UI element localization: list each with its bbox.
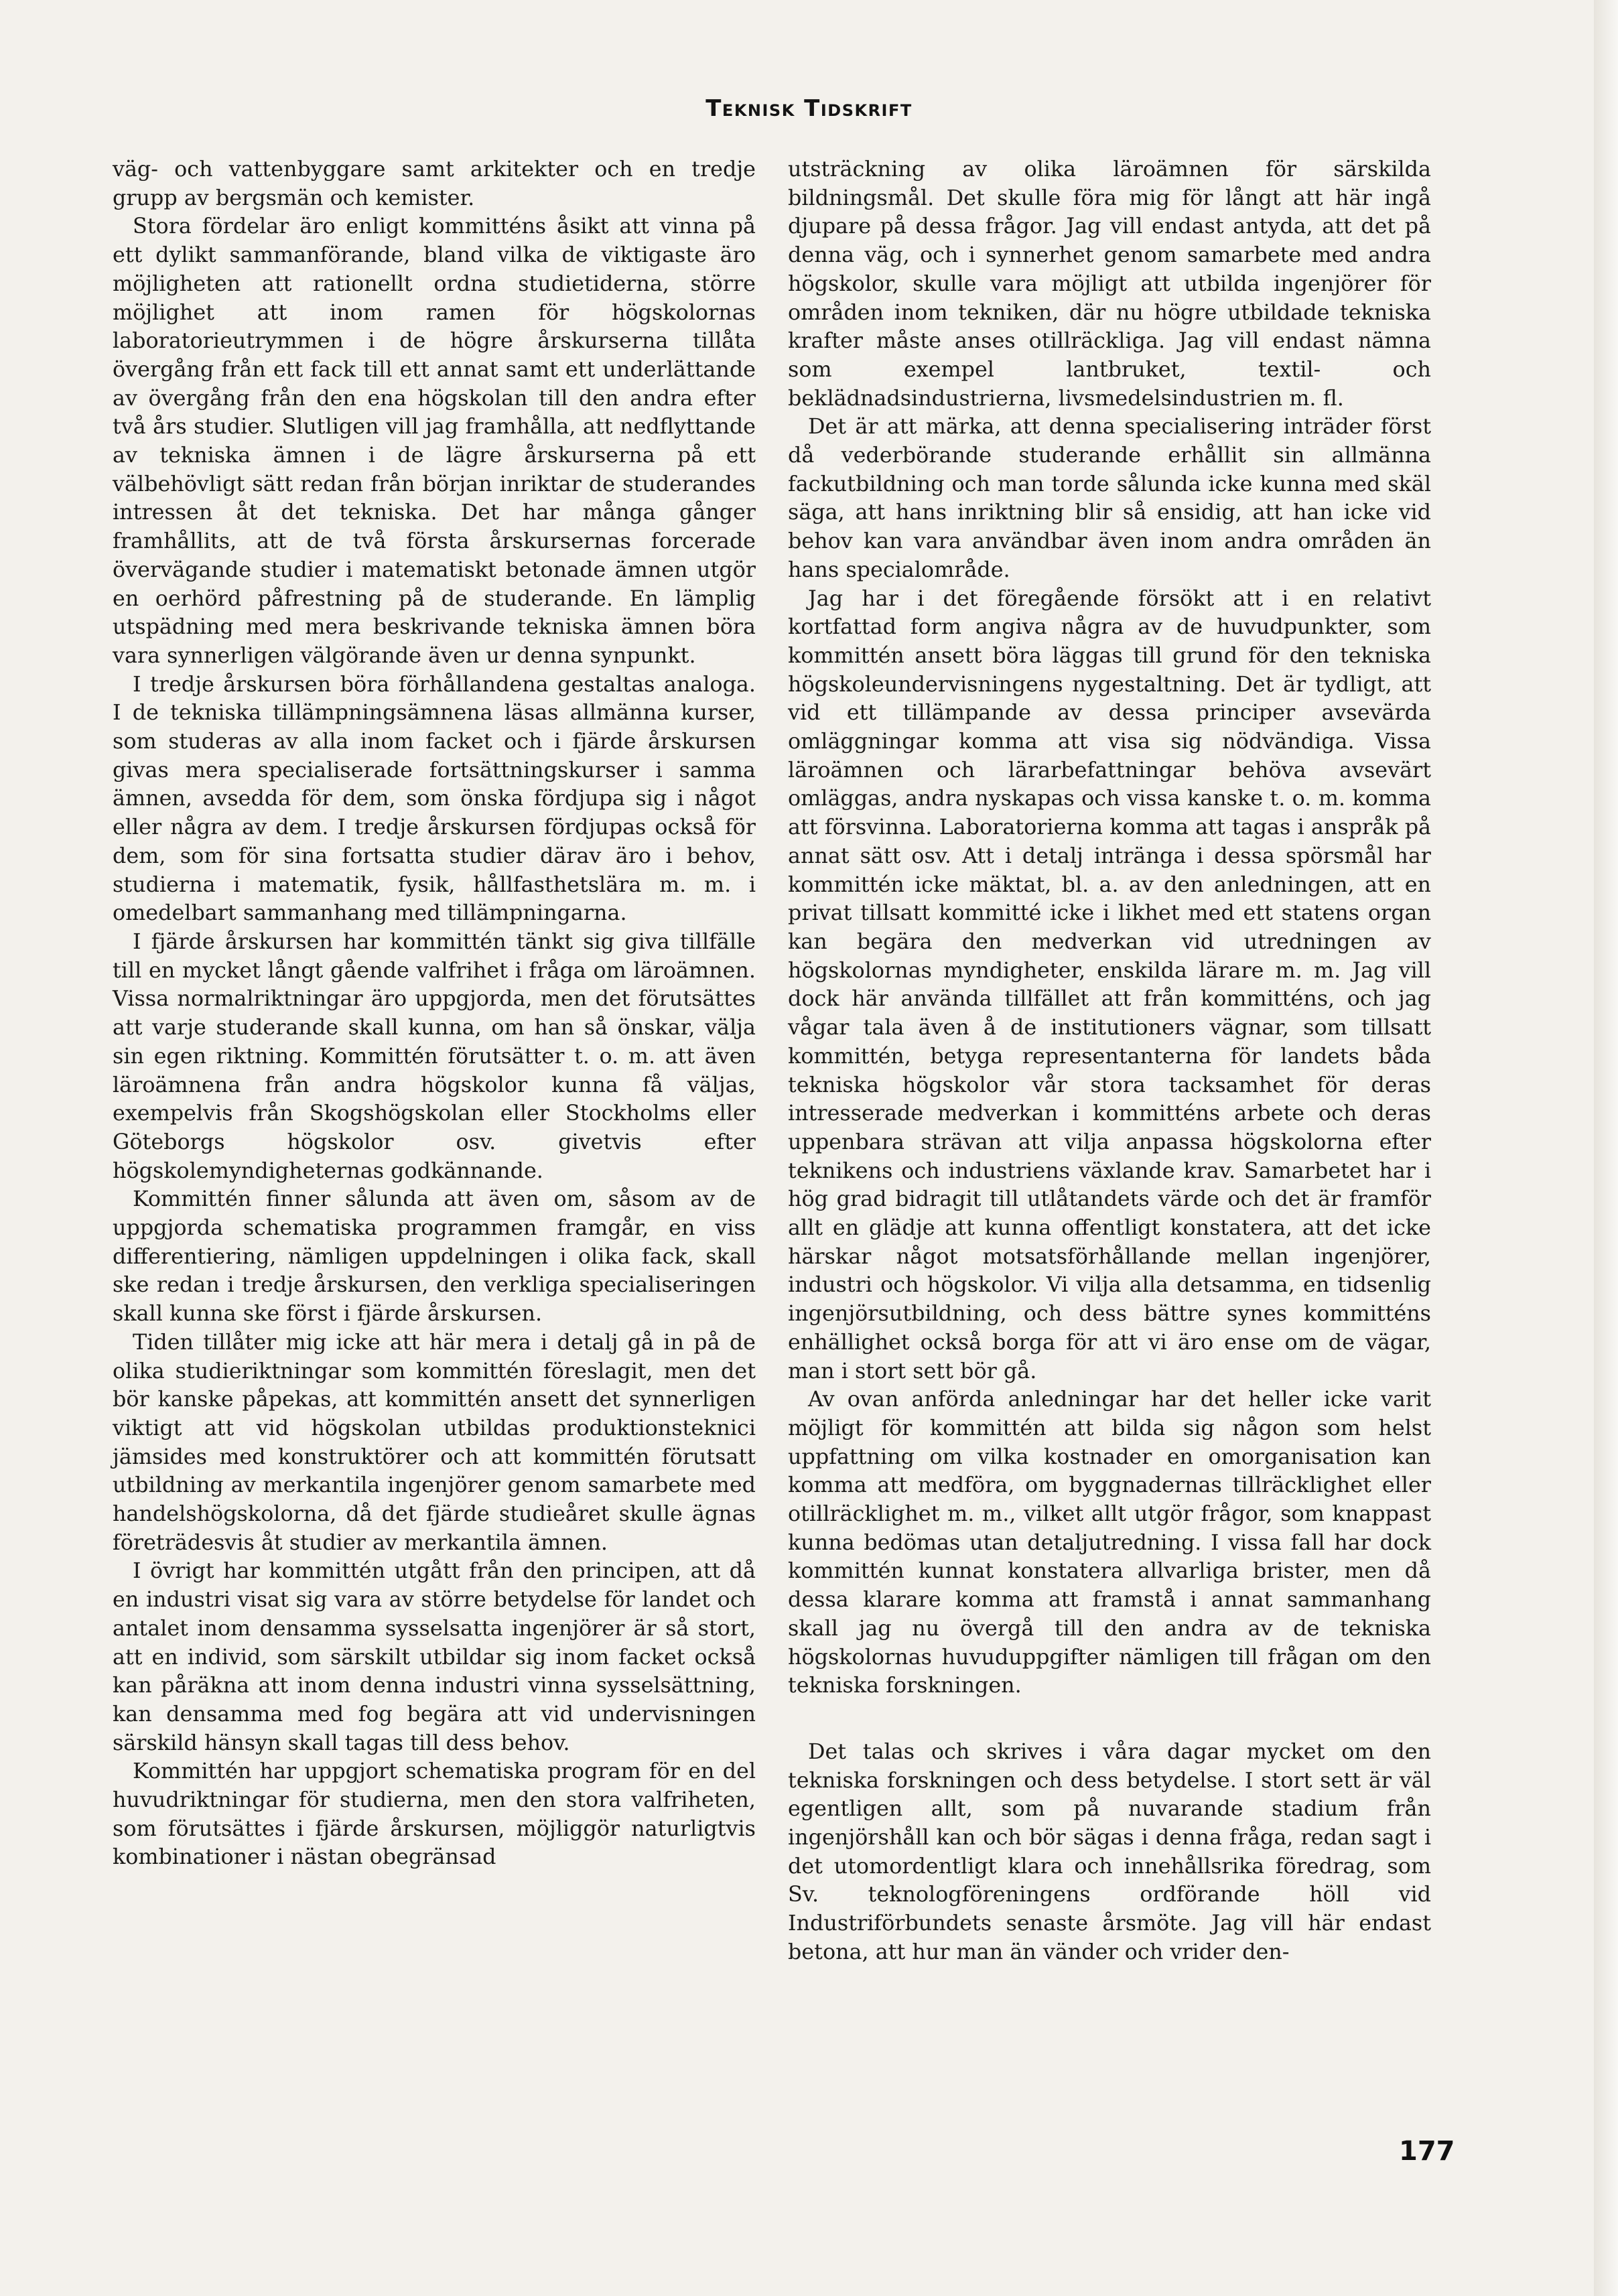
paragraph: Det är att märka, att denna specialisering inträder först då vederbörande studerande erhållit sin allmänna fackutbildning och man torde sålunda icke kunna med skäl säga, att hans inriktning blir så ensidig, att han icke vid behov kan vara användbar även inom andra områden än hans specialområde. [788, 414, 1431, 582]
paragraph: I övrigt har kommittén utgått från den principen, att då en industri visat sig vara av större betydelse för landet och antalet inom densamma sysselsatta ingenjörer är så stort, att en individ, som särskilt utbildar sig inom facket också kan påräkna att inom denna industri vinna sysselsättning, kan densamma med fog begära att vid undervisningen särskild hänsyn skall tagas till dess behov. [113, 1558, 756, 1755]
right-column [788, 155, 1431, 1967]
left-column [113, 155, 756, 1872]
paragraph: I tredje årskursen böra förhållandena gestaltas analoga. I de tekniska tillämpningsämnena läsas allmänna kurser, som studeras av alla inom facket och i fjärde årskursen givas mera specialiserade fortsättningskurser i samma ämnen, avsedda för dem, som önska fördjupa sig i något eller några av dem. I tredje årskursen fördjupas också för dem, som för sina fortsatta studier därav äro i behov, studierna i matematik, fysik, hållfasthetslära m. m. i omedelbart sammanhang med tillämpningarna. [113, 671, 756, 926]
paragraph: utsträckning av olika läroämnen för särskilda bildningsmål. Det skulle föra mig för långt att här ingå djupare på dessa frågor. Jag vill endast antyda, att det på denna väg, och i synnerhet genom samarbete med andra högskolor, skulle vara möjligt att utbilda ingenjörer för områden inom tekniken, där nu högre utbildade tekniska krafter måste anses otillräckliga. Jag vill endast nämna som exempel lantbruket, textil- och beklädnadsindustrierna, livsmedelsindustrien m. fl. [788, 157, 1431, 411]
paragraph: Det talas och skrives i våra dagar mycket om den tekniska forskningen och dess betydelse. I stort sett är väl egentligen allt, som på nuvarande stadium från ingenjörshåll kan och bör sägas i denna fråga, redan sagt i det utomordentligt klara och innehållsrika föredrag, som Sv. teknologföreningens ordförande höll vid Industriförbundets senaste årsmöte. Jag vill här endast betona, att hur man än vänder och vrider den- [788, 1739, 1431, 1964]
paragraph: I fjärde årskursen har kommittén tänkt sig giva tillfälle till en mycket långt gående valfrihet i fråga om läroämnen. Vissa normalriktningar äro uppgjorda, men det förutsättes att varje studerande skall kunna, om han så önskar, välja sin egen riktning. Kommittén förutsätter t. o. m. att även läroämnena från andra högskolor kunna få väljas, exempelvis från Skogshögskolan eller Stockholms eller Göteborgs högskolor osv. givetvis efter högskolemyndigheternas godkännande. [113, 929, 756, 1183]
paragraph: väg- och vattenbyggare samt arkitekter och en tredje grupp av bergsmän och kemister. [113, 157, 756, 210]
paragraph: Av ovan anförda anledningar har det heller icke varit möjligt för kommittén att bilda sig någon som helst uppfattning om vilka kostnader en omorganisation kan komma att medföra, om byggnadernas tillräcklighet eller otillräcklighet m. m., vilket allt utgör frågor, som knappast kunna bedömas utan detaljutredning. I vissa fall har dock kommittén kunnat konstatera allvarliga brister, men då dessa klarare komma att framstå i annat sammanhang skall jag nu övergå till den andra av de tekniska högskolornas huvuduppgifter nämligen till frågan om den tekniska forskningen. [788, 1387, 1431, 1698]
running-head: Teknisk Tidskrift [705, 95, 913, 122]
paragraph: Kommittén finner sålunda att även om, såsom av de uppgjorda schematiska programmen framgår, en viss differentiering, nämligen uppdelningen i olika fack, skall ske redan i tredje årskursen, den verkliga specialiseringen skall kunna ske först i fjärde årskursen. [113, 1187, 756, 1327]
page-edge-shadow [1594, 0, 1618, 2296]
page-number: 177 [1399, 2136, 1455, 2167]
paragraph: Jag har i det föregående försökt att i en relativt kortfattad form angiva några av de huvudpunkter, som kommittén ansett böra läggas till grund för den tekniska högskoleundervisningens nygestaltning. Det är tydligt, att vid ett tillämpande av dessa principer avsevärda omläggningar komma att visa sig nödvändiga. Vissa läroämnen och lärarbefattningar behöva avsevärt omläggas, andra nyskapas och vissa kanske t. o. m. komma att försvinna. Laboratorierna komma att tagas i anspråk på annat sätt osv. Att i detalj inträngа i dessa spörsmål har kommittén icke mäktat, bl. a. av den anledningen, att en privat tillsatt kommitté icke i likhet med ett statens organ kan begära den medverkan vid utredningen av högskolornas myndigheter, enskilda lärare m. m. Jag vill dock här använda tillfället att från kommitténs, och jag vågar tala även å de institutioners vägnar, som tillsatt kommittén, betyga representanterna för landets båda tekniska högskolor vår stora tacksamhet för deras intresserade medverkan i kommitténs arbete och deras uppenbara strävan att vilja anpassa högskolorna efter teknikens och industriens växlande krav. Samarbetet har i hög grad bidragit till utlåtandets värde och det är framför allt en glädje att kunna offentligt konstatera, att det icke härskar något motsatsförhållande mellan ingenjörer, industri och högskolor. Vi vilja alla detsamma, en tidsenlig ingenjörsutbildning, och dess bättre synes kommitténs enhällighet också borga för att vi äro ense om de vägar, man i stort sett bör gå. [788, 586, 1431, 1383]
paragraph: Tiden tillåter mig icke att här mera i detalj gå in på de olika studieriktningar som kommittén föreslagit, men det bör kanske påpekas, att kommittén ansett det synnerligen viktigt att vid högskolan utbildas produktionsteknici jämsides med konstruktörer och att kommittén förutsatt utbildning av merkantila ingenjörer genom samarbete med handelshögskolorna, då det fjärde studieåret skulle ägnas företrädesvis åt studier av merkantila ämnen. [113, 1329, 756, 1555]
paragraph: Stora fördelar äro enligt kommitténs åsikt att vinna på ett dylikt sammanförande, bland vilka de viktigaste äro möjligheten att rationellt ordna studietiderna, större möjlighet att inom ramen för högskolornas laboratorieutrymmen i de högre årskurserna tillåta övergång från ett fack till ett annat samt ett underlättande av övergång från den ena högskolan till den andra efter två års studier. Slutligen vill jag framhålla, att nedflyttande av tekniska ämnen i de lägre årskurserna på ett välbehövligt sätt redan från början inriktar de studerandes intressen åt det tekniska. Det har många gånger framhållits, att de två första årskursernas forcerade övervägande studier i matematiskt betonade ämnen utgör en oerhörd påfrestning på de studerande. En lämplig utspädning med mera beskrivande tekniska ämnen böra vara synnerligen välgörande även ur denna synpunkt. [113, 214, 756, 668]
paragraph: Kommittén har uppgjort schematiska program för en del huvudriktningar för studierna, men den stora valfriheten, som förutsättes i fjärde årskursen, möjliggör naturligtvis kombinationer i nästan obegränsad [113, 1759, 756, 1870]
